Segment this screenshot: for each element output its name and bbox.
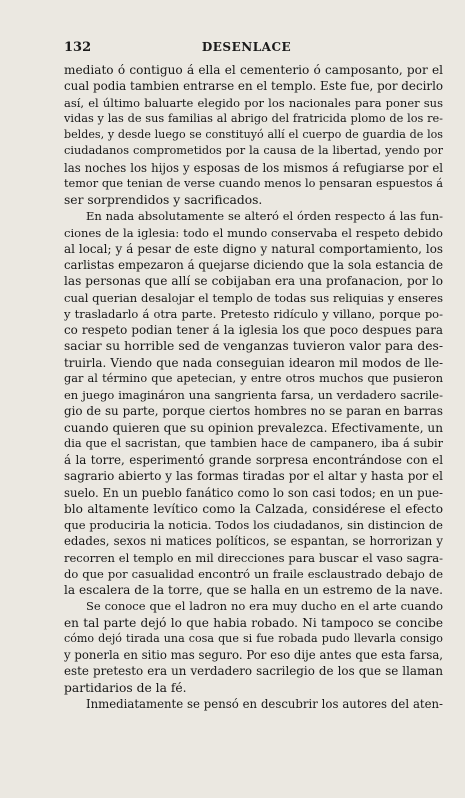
text-line: Se conoce que el ladron no era muy ducho en el arte cuando <box>86 599 443 614</box>
page-header <box>64 40 429 62</box>
text-line: blo altamente levítico como la Calzada, considérese el efecto <box>64 501 443 516</box>
text-line: saciar su horrible sed de venganzas tuvieron valor para des- <box>64 339 443 354</box>
text-line: este pretesto era un verdadero sacrilegio de los que se llaman <box>64 664 443 679</box>
paragraph-4 <box>64 696 443 712</box>
text-line: cual querian desalojar el templo de todas sus reliquias y enseres <box>64 290 443 305</box>
text-line: do que por casualidad encontró un fraile esclaustrado debajo de <box>64 566 443 581</box>
text-line: edades, sexos ni matices políticos, se espantan, se horrorizan y <box>64 534 443 549</box>
paragraph-1 <box>64 62 443 208</box>
text-line: ciones de la iglesia: todo el mundo conservaba el respeto debido <box>64 225 443 240</box>
text-line: temor que tenian de verse cuando menos lo pensaran espuestos á <box>64 176 443 190</box>
body-text <box>64 62 443 712</box>
text-line: las noches los hijos y esposas de los mismos á refugiarse por el <box>64 160 443 175</box>
text-line: la escalera de la torre, que se halla en un estremo de la nave. <box>64 583 443 597</box>
text-line: al local; y á pesar de este digno y natural comportamiento, los <box>64 241 443 256</box>
text-line: y ponerla en sitio mas seguro. Por eso dije antes que esta farsa, <box>64 648 443 662</box>
text-line: las personas que allí se cobijaban era una profanacion, por lo <box>64 274 443 289</box>
text-line: en juego imagináron una sangrienta farsa, un verdadero sacrile- <box>64 388 443 402</box>
text-line: gio de su parte, porque ciertos hombres no se paran en barras <box>64 404 443 419</box>
text-line: ser sorprendidos y sacrificados. <box>64 193 263 207</box>
text-line: ciudadanos comprometidos por la causa de la libertad, yendo por <box>64 144 443 158</box>
text-line: carlistas empezaron á quejarse diciendo que la sola estancia de <box>64 258 443 272</box>
text-line: y trasladarlo á otra parte. Pretesto ridículo y villano, porque po- <box>64 306 443 321</box>
text-line: así, el último baluarte elegido por los nacionales para poner sus <box>64 95 443 110</box>
text-line: vidas y las de sus familias al abrigo del fratricida plomo de los re- <box>64 111 443 125</box>
text-line: cual podia tambien entrarse en el templo. Este fue, por decirlo <box>64 79 443 94</box>
text-line: recorren el templo en mil direcciones para buscar el vaso sagra- <box>64 550 443 565</box>
text-line: partidarios de la fé. <box>64 680 187 695</box>
text-line: que produciria la noticia. Todos los ciudadanos, sin distincion de <box>64 518 443 532</box>
text-line: á la torre, esperimentó grande sorpresa encontrándose con el <box>64 453 443 467</box>
text-line: suelo. En un pueblo fanático como lo son casi todos; en un pue- <box>64 485 443 500</box>
text-line: dia que el sacristan, que tambien hace de campanero, iba á subir <box>64 436 443 450</box>
text-line: beldes, y desde luego se constituyó allí el cuerpo de guardia de los <box>64 128 443 141</box>
text-line: gar al término que apetecian, y entre otros muchos que pusieron <box>64 371 443 385</box>
paragraph-3 <box>64 598 443 696</box>
text-line: cuando quieren que su opinion prevalezca. Efectivamente, un <box>64 420 443 435</box>
paragraph-2 <box>64 208 443 598</box>
text-line: co respeto podian tener á la iglesia los que poco despues para <box>64 323 443 337</box>
text-line: En nada absolutamente se alteró el órden respecto á las fun- <box>86 209 443 224</box>
text-line: Inmediatamente se pensó en descubrir los autores del aten- <box>86 696 443 711</box>
running-head: DESENLACE <box>201 40 292 54</box>
text-line: en tal parte dejó lo que habia robado. Ni tampoco se concibe <box>64 615 443 630</box>
text-line: mediato ó contiguo á ella el cementerio ó camposanto, por el <box>64 63 443 77</box>
text-line: sagrario abierto y las formas tiradas por el altar y hasta por el <box>64 469 443 484</box>
text-line: cómo dejó tirada una cosa que si fue robada pudo llevarla consigo <box>64 631 443 645</box>
page-number: 132 <box>64 40 92 55</box>
text-line: truirla. Viendo que nada conseguian idearon mil modos de lle- <box>64 355 443 370</box>
